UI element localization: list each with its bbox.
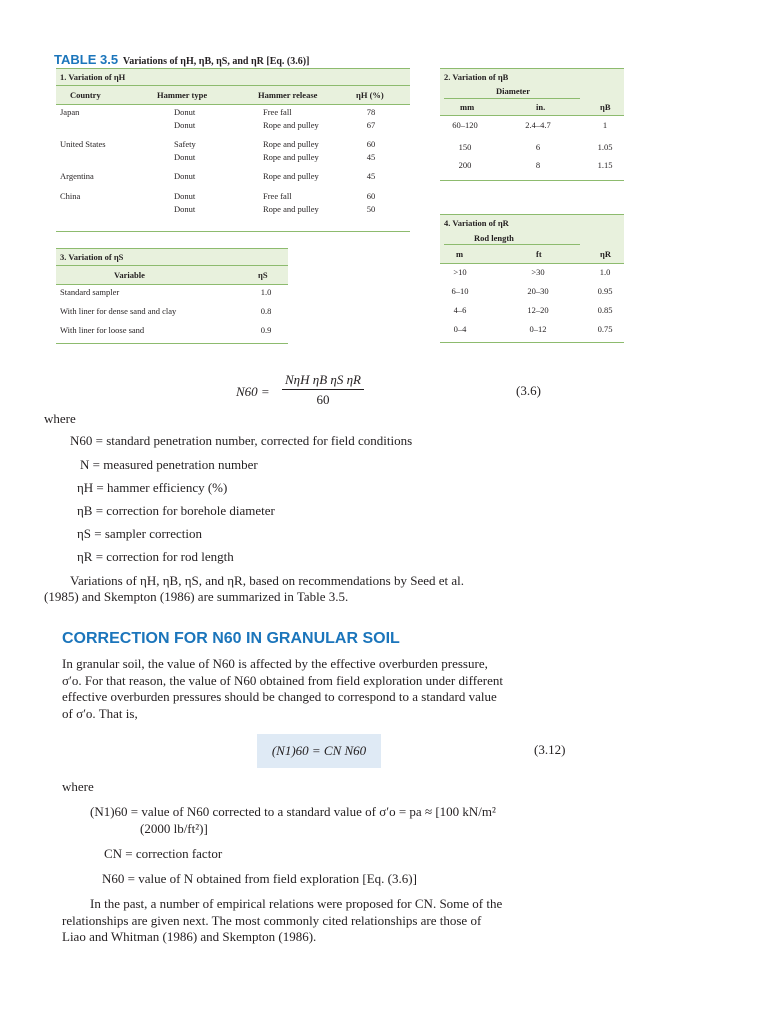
column-header: Hammer release	[258, 90, 318, 100]
paragraph-line: In the past, a number of empirical relations were proposed for CN. Some of the	[90, 896, 503, 911]
table-cell: Rope and pulley	[263, 171, 319, 181]
paragraph	[62, 656, 503, 722]
table-cell: 200	[458, 160, 472, 170]
table-cell: 0–12	[529, 324, 547, 334]
table-title: 1. Variation of ηH	[56, 68, 410, 86]
table-variation-diameter	[440, 68, 624, 181]
table-cell: Donut	[174, 120, 196, 130]
table-cell: 1	[602, 120, 608, 130]
column-header: mm	[460, 102, 475, 112]
equation-number: (3.6)	[516, 383, 541, 398]
table-cell: 4–6	[453, 305, 467, 315]
table-body	[56, 285, 288, 344]
table-cell: Free fall	[263, 107, 292, 117]
table-cell: 45	[366, 171, 376, 181]
table-cell: 0.8	[260, 306, 272, 316]
table-cell: 20–30	[527, 286, 549, 296]
table-cell: United States	[60, 139, 106, 149]
table-cell: 0.75	[597, 324, 613, 334]
table-title: 2. Variation of ηB	[440, 68, 624, 85]
column-header: Country	[70, 90, 101, 100]
definition: ηB = correction for borehole diameter	[77, 503, 275, 518]
column-header: Variable	[114, 270, 145, 280]
table-cell: 67	[366, 120, 376, 130]
table-cell: With liner for loose sand	[60, 325, 145, 335]
table-cell: 1.15	[597, 160, 613, 170]
definition: ηR = correction for rod length	[77, 549, 234, 564]
paragraph-line: (1985) and Skempton (1986) are summarized in Table 3.5.	[44, 589, 349, 604]
column-header: ηR	[600, 249, 611, 259]
table-header-row	[440, 245, 624, 264]
column-header: ηS	[258, 270, 268, 280]
equation-3-12: (N1)60 = CN N60	[257, 734, 381, 768]
definition: N60 = value of N obtained from field exploration [Eq. (3.6)]	[102, 871, 417, 886]
table-cell: 1.0	[260, 287, 272, 297]
group-label: Rod length	[474, 233, 514, 243]
paragraph-line: of σ′o. That is,	[62, 705, 138, 721]
paragraph-line: In granular soil, the value of N60 is affected by the effective overburden pressure,	[62, 656, 488, 671]
equation-numerator: NηH ηB ηS ηR	[285, 372, 361, 387]
table-cell: Standard sampler	[60, 287, 120, 297]
table-cell: Argentina	[60, 171, 94, 181]
table-group-header	[440, 231, 624, 245]
table-number: TABLE 3.5	[54, 52, 119, 67]
table-cell: Rope and pulley	[263, 139, 319, 149]
definition: N60 = standard penetration number, corrected for field conditions	[70, 433, 413, 448]
equation-lhs: N60 =	[236, 384, 270, 399]
table-variation-sampler	[56, 248, 288, 344]
table-cell: 6	[535, 142, 541, 152]
table-cell: China	[60, 191, 81, 201]
table-cell: Donut	[174, 107, 196, 117]
column-header: ft	[536, 249, 542, 259]
table-cell: >10	[453, 267, 467, 277]
definition: (N1)60 = value of N60 corrected to a standard value of σ′o = pa ≈ [100 kN/m²	[90, 804, 496, 819]
table-cell: 0.9	[260, 325, 272, 335]
table-body	[440, 116, 624, 181]
table-cell: Rope and pulley	[263, 204, 319, 214]
table-cell: Safety	[174, 139, 196, 149]
table-header-row	[56, 265, 288, 285]
column-header: ηH (%)	[356, 90, 384, 100]
table-caption-text: Variations of ηH, ηB, ηS, and ηR [Eq. (3.6)]	[122, 56, 310, 67]
table-cell: Donut	[174, 204, 196, 214]
table-cell: Japan	[60, 107, 80, 117]
fraction-bar	[282, 389, 364, 390]
table-variation-rod-length	[440, 214, 624, 343]
definition: ηH = hammer efficiency (%)	[77, 480, 228, 495]
group-label: Diameter	[496, 86, 530, 96]
column-header: ηB	[600, 102, 611, 112]
paragraph-line: Variations of ηH, ηB, ηS, and ηR, based on recommendations by Seed et al.	[70, 573, 465, 588]
equation-3-6	[236, 372, 366, 408]
column-header: in.	[536, 102, 546, 112]
paragraph-line: σ′o. For that reason, the value of N60 obtained from field exploration under different	[62, 672, 504, 688]
section-heading: CORRECTION FOR N60 IN GRANULAR SOIL	[62, 630, 400, 647]
table-cell: 50	[366, 204, 376, 214]
table-cell: With liner for dense sand and clay	[60, 306, 177, 316]
table-cell: Rope and pulley	[263, 120, 319, 130]
paragraph-line: relationships are given next. The most commonly cited relationships are those of	[62, 912, 482, 928]
table-cell: >30	[531, 267, 545, 277]
table-title: 4. Variation of ηR	[440, 214, 624, 231]
table-cell: Rope and pulley	[263, 152, 319, 162]
table-cell: 150	[458, 142, 472, 152]
table-cell: 1.05	[597, 142, 613, 152]
table-cell: 78	[366, 107, 376, 117]
table-cell: 60–120	[452, 120, 478, 130]
table-cell: Donut	[174, 191, 196, 201]
table-body	[56, 105, 410, 232]
table-header-row	[56, 86, 410, 105]
definition-continued: (2000 lb/ft²)]	[140, 821, 208, 836]
table-cell: Donut	[174, 152, 196, 162]
table-caption	[54, 52, 309, 67]
table-cell: Free fall	[263, 191, 292, 201]
equation-number: (3.12)	[534, 742, 566, 757]
table-cell: 60	[366, 191, 376, 201]
definition: N = measured penetration number	[80, 457, 258, 472]
column-header: m	[456, 249, 464, 259]
table-cell: 1.0	[599, 267, 611, 277]
definition: ηS = sampler correction	[77, 526, 202, 541]
where-label: where	[44, 411, 76, 426]
table-header-row	[440, 99, 624, 116]
where-label: where	[62, 779, 94, 794]
column-header: Hammer type	[157, 90, 208, 100]
equation-denominator: 60	[316, 392, 330, 407]
table-cell: 45	[366, 152, 376, 162]
table-group-header	[440, 85, 624, 99]
definition: CN = correction factor	[104, 846, 223, 861]
table-cell: 12–20	[527, 305, 549, 315]
table-cell: 0–4	[453, 324, 467, 334]
paragraph-line: effective overburden pressures should be changed to correspond to a standard value	[62, 689, 497, 705]
paragraph-line: Liao and Whitman (1986) and Skempton (1986).	[62, 929, 317, 945]
table-cell: 2.4–4.7	[525, 120, 551, 130]
table-cell: 8	[535, 160, 541, 170]
table-body	[440, 264, 624, 343]
table-cell: 60	[366, 139, 376, 149]
table-cell: 0.85	[597, 305, 613, 315]
table-cell: 0.95	[597, 286, 613, 296]
table-cell: 6–10	[451, 286, 469, 296]
table-variation-hammer	[56, 68, 410, 232]
paragraph	[62, 896, 502, 946]
table-title: 3. Variation of ηS	[56, 248, 288, 265]
table-cell: Donut	[174, 171, 196, 181]
